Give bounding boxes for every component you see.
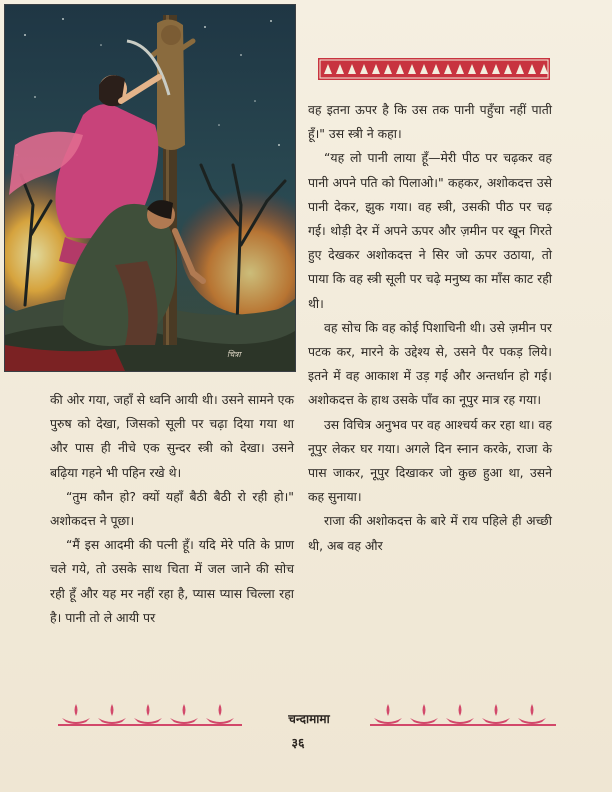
magazine-title: चन्दामामा [288, 712, 330, 726]
story-column-right [308, 98, 552, 558]
lamp-ornament-left [58, 702, 242, 728]
story-column-left [50, 388, 294, 630]
paragraph: राजा की अशोकदत्त के बारे में राय पहिले ही अच्छी थी, अब वह और [308, 513, 552, 553]
paragraph: वह सोच कि वह कोई पिशाचिनी थी। उसे ज़मीन पर पटक कर, मारने के उद्देश्य से, उसने पैर पकड़ लिये। इतने में वह आकाश में उड़ गई और अन्तर्धान हो गई। अशोकदत्त के हाथ उसके पाँव का नूपुर मात्र रह गया। [308, 319, 552, 408]
paragraph: उस विचित्र अनुभव पर वह आश्चर्य कर रहा था। वह नूपुर लेकर घर गया। अगले दिन स्नान करके, राजा के पास जाकर, नूपुर दिखाकर जो कुछ हुआ था, उसने कह सुनाया। [308, 416, 552, 505]
night-scene-image [5, 5, 295, 371]
story-illustration [4, 4, 296, 372]
artist-signature: चित्रा [227, 350, 241, 359]
lamp-ornament-right [370, 702, 556, 728]
page-number: ३६ [291, 735, 305, 750]
paragraph: “तुम कौन हो? क्यों यहाँ बैठी बैठी रो रही हो।" अशोकदत्त ने पूछा। [50, 488, 294, 529]
page-footer [58, 702, 558, 732]
paragraph: वह इतना ऊपर है कि उस तक पानी पहुँचा नहीं पाती हूँ।" उस स्त्री ने कहा। [308, 102, 552, 142]
paragraph: “यह लो पानी लाया हूँ—मेरी पीठ पर चढ़कर वह पानी अपने पति को पिलाओ।" कहकर, अशोकदत्त उसे पानी देकर, झुक गया। वह स्त्री, उसकी पीठ पर चढ़ गई। थोड़ी देर में अपने ऊपर और ज़मीन पर खून गिरते हुए देखकर अशोकदत्त ने सिर जो ऊपर उठाया, तो पाया कि वह स्त्री सूली पर चढ़े मनुष्य का माँस काट रही थी। [308, 150, 552, 311]
paragraph: “मैं इस आदमी की पत्नी हूँ। यदि मेरे पति के प्राण चले गये, तो उसके साथ चिता में जल जाने की सोच रही हूँ और यह मर नहीं रहा है, प्यास प्यास चिल्ला रहा है। पानी तो ले आयी पर [50, 537, 294, 625]
paragraph: की ओर गया, जहाँ से ध्वनि आयी थी। उसने सामने एक पुरुष को देखा, जिसको सूली पर चढ़ा दिया गया था और पास ही नीचे एक सुन्दर स्त्री को देखा। उसने बढ़िया गहने भी पहिन रखे थे। [50, 392, 294, 480]
ornamental-border-top [318, 58, 550, 80]
